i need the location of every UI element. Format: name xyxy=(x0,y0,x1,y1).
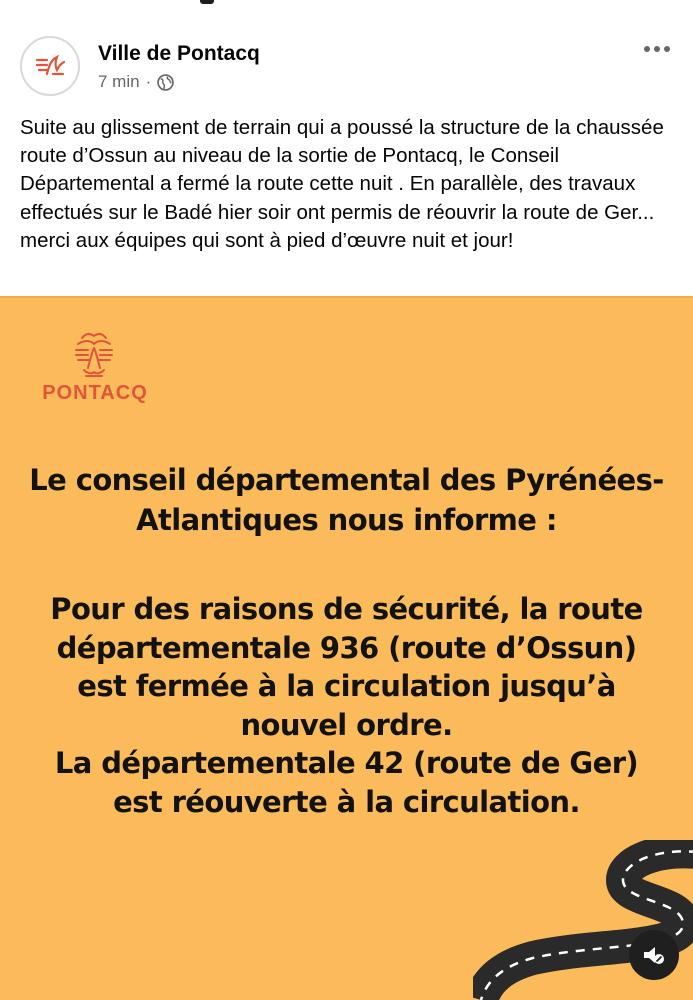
post-header xyxy=(20,34,680,100)
message-line: est réouverte à la circulation. xyxy=(113,784,580,819)
message-line: nouvel ordre. xyxy=(240,707,453,742)
post-meta xyxy=(98,72,174,92)
page-name[interactable]: Ville de Pontacq xyxy=(98,42,260,65)
image-message xyxy=(0,590,693,821)
message-line: est fermée à la circulation jusqu’à xyxy=(77,669,616,703)
image-headline: Le conseil départemental des Pyrénées-Atlantiques nous informe : xyxy=(29,463,664,537)
pontacq-crest-icon xyxy=(64,330,124,382)
page-avatar[interactable] xyxy=(20,36,80,96)
sound-off-icon xyxy=(641,944,667,966)
post-time[interactable]: 7 min xyxy=(98,72,140,91)
logo-text: PONTACQ xyxy=(42,382,148,404)
pontacq-logo-icon xyxy=(33,52,67,80)
pontacq-logo xyxy=(36,330,156,410)
message-line: Pour des raisons de sécurité, la route xyxy=(50,592,643,626)
more-options-icon[interactable] xyxy=(644,46,670,52)
sound-toggle-button[interactable] xyxy=(629,930,679,980)
message-line: départementale 936 (route d’Ossun) xyxy=(56,630,637,665)
post-text: Suite au glissement de terrain qui a poussé la structure de la chaussée route d’Ossun au niveau de la sortie de Pontacq, le Conseil Départemental a fermé la route cette nuit . En parallèle, des travaux effectués sur le Badé hier soir ont permis de réouvrir la route de Ger... merci aux équipes qui sont à pied d’œuvre nuit et jour! xyxy=(20,116,664,252)
meta-separator: · xyxy=(145,72,152,91)
message-line: La départementale 42 (route de Ger) xyxy=(54,746,639,780)
post-image[interactable] xyxy=(0,296,693,1000)
previous-post-fragment xyxy=(0,0,693,8)
globe-icon xyxy=(157,74,174,91)
